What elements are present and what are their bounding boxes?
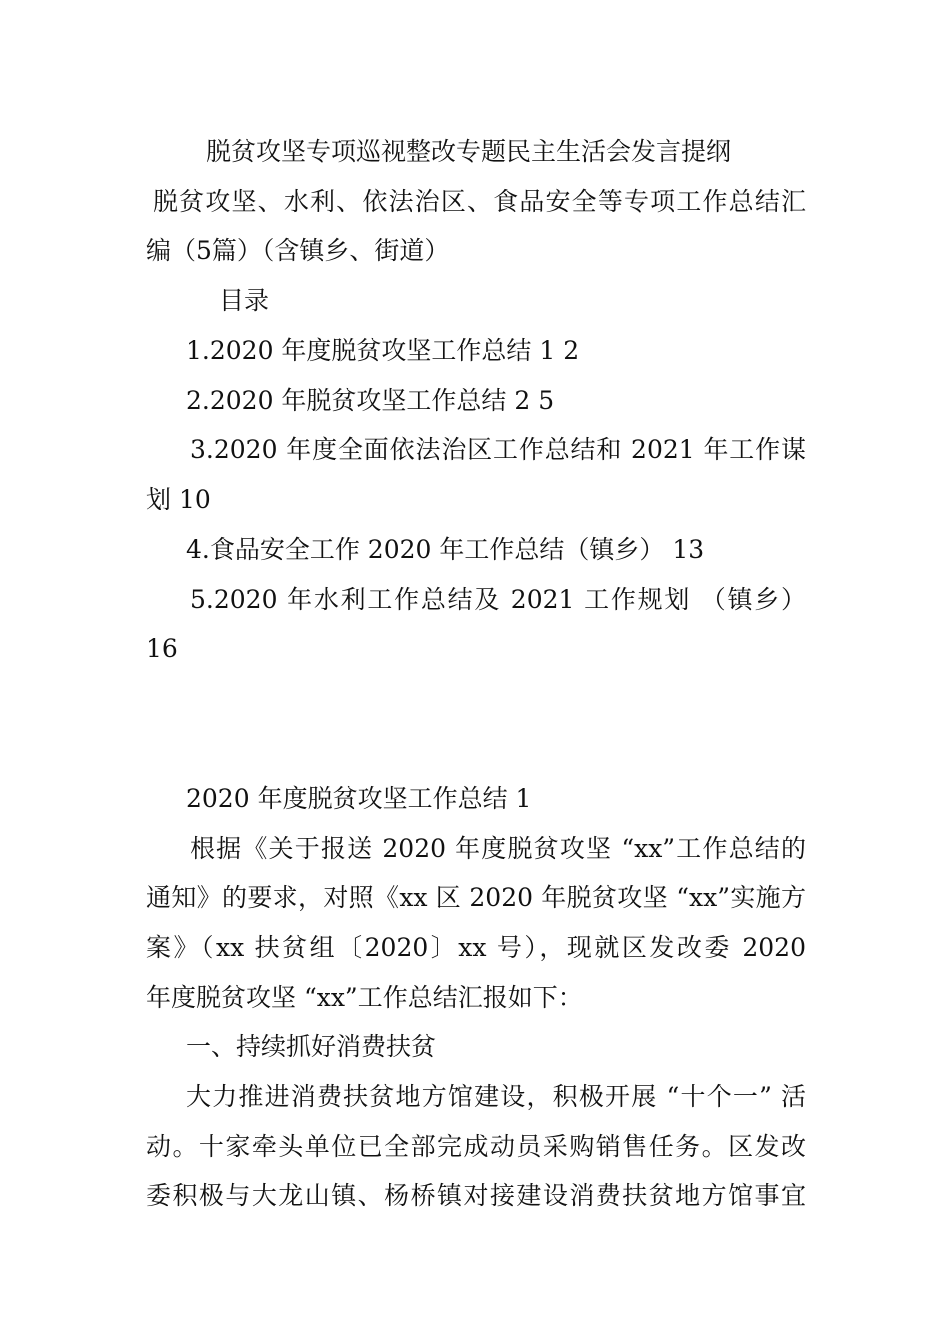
body-line-3: 委积极与大龙山镇、杨桥镇对接建设消费扶贫地方馆事宜 — [146, 1181, 806, 1210]
body-line-2: 动。十家牵头单位已全部完成动员采购销售任务。区发改 — [146, 1132, 806, 1161]
section-heading: 2020 年度脱贫攻坚工作总结 1 — [186, 784, 532, 813]
toc-entry-2: 2.2020 年脱贫攻坚工作总结 2 5 — [186, 386, 555, 415]
subtitle-line-2: 编（5篇）（含镇乡、街道） — [146, 236, 450, 265]
toc-entry-4: 4.食品安全工作 2020 年工作总结（镇乡） 13 — [186, 535, 705, 564]
document-title: 脱贫攻坚专项巡视整改专题民主生活会发言提纲 — [206, 137, 732, 166]
toc-entry-5-line-1: 5.2020 年水利工作总结及 2021 工作规划 （镇乡） — [190, 585, 806, 614]
intro-line-4: 年度脱贫攻坚 “xx”工作总结汇报如下： — [146, 983, 583, 1012]
toc-heading: 目录 — [219, 286, 270, 315]
toc-entry-5-line-2: 16 — [146, 634, 178, 663]
toc-entry-1: 1.2020 年度脱贫攻坚工作总结 1 2 — [186, 336, 580, 365]
subheading: 一、持续抓好消费扶贫 — [186, 1032, 437, 1061]
subtitle-line-1: 脱贫攻坚、水利、依法治区、食品安全等专项工作总结汇 — [153, 187, 806, 216]
body-line-1: 大力推进消费扶贫地方馆建设，积极开展 “十个一” 活 — [186, 1082, 806, 1111]
intro-line-3: 案》（xx 扶贫组〔2020〕xx 号），现就区发改委 2020 — [146, 933, 806, 962]
toc-entry-3-line-2: 划 10 — [146, 485, 211, 514]
intro-line-1: 根据《关于报送 2020 年度脱贫攻坚 “xx”工作总结的 — [190, 834, 806, 863]
toc-entry-3-line-1: 3.2020 年度全面依法治区工作总结和 2021 年工作谋 — [190, 435, 806, 464]
intro-line-2: 通知》的要求，对照《xx 区 2020 年脱贫攻坚 “xx”实施方 — [146, 883, 806, 912]
